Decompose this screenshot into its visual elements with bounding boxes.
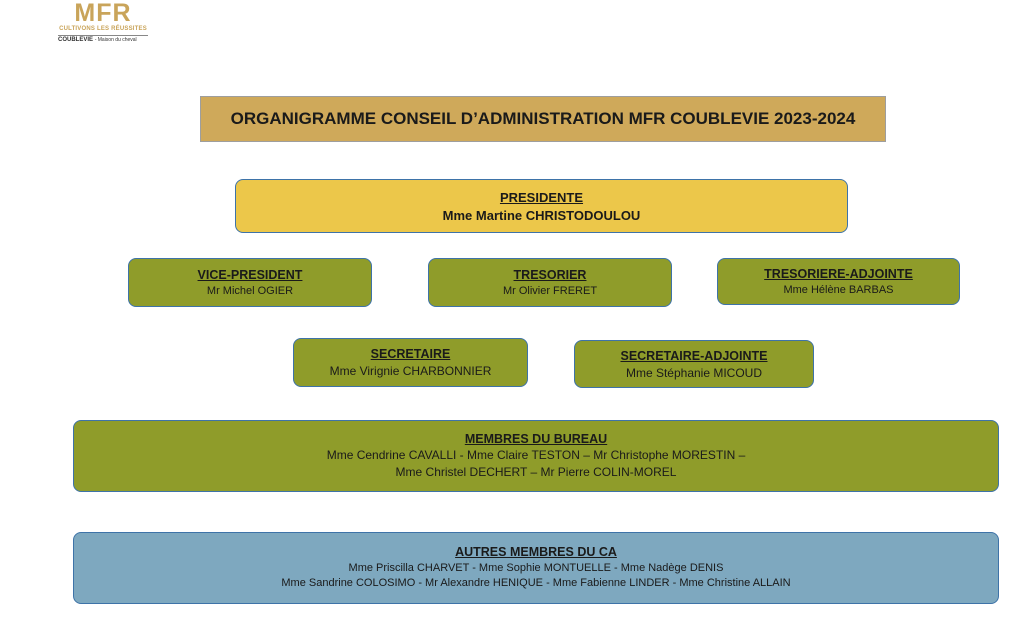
secretaire-adjointe-role: SECRETAIRE-ADJOINTE <box>620 348 768 363</box>
title-banner <box>200 96 886 142</box>
autres-members-line: Mme Priscilla CHARVET - Mme Sophie MONTUELLE - Mme Nadège DENIS <box>348 562 724 574</box>
autres-membres-role: AUTRES MEMBRES DU CA <box>455 545 617 559</box>
tresoriere-adjointe-box <box>717 258 960 305</box>
bureau-box <box>73 420 999 492</box>
secretaire-box <box>293 338 528 387</box>
bureau-members-line: Mme Cendrine CAVALLI - Mme Claire TESTON – Mr Christophe MORESTIN – <box>326 447 746 462</box>
tresoriere-adjointe-role: TRESORIERE-ADJOINTE <box>764 267 913 281</box>
tresorier-name: Mr Olivier FRERET <box>502 285 598 297</box>
president-box <box>235 179 848 233</box>
vice-president-name: Mr Michel OGIER <box>206 285 294 297</box>
president-role: PRESIDENTE <box>499 189 584 205</box>
logo-town: COUBLEVIE <box>58 37 94 43</box>
autres-members-line: Mme Sandrine COLOSIMO - Mr Alexandre HENIQUE - Mme Fabienne LINDER - Mme Christine ALLAIN <box>281 577 791 589</box>
vice-president-role: VICE-PRESIDENT <box>197 268 303 282</box>
tresoriere-adjointe-name: Mme Hélène BARBAS <box>783 284 894 296</box>
autres-membres-box <box>73 532 999 604</box>
logo-tagline: CULTIVONS LES RÉUSSITES <box>59 26 147 32</box>
mfr-logo <box>58 0 148 50</box>
secretaire-name: Mme Virignie CHARBONNIER <box>329 364 492 378</box>
vice-president-box <box>128 258 372 307</box>
bureau-members-line: Mme Christel DECHERT – Mr Pierre COLIN-MOREL <box>395 464 677 479</box>
logo-mark: MFR <box>74 0 132 27</box>
president-name: Mme Martine CHRISTODOULOU <box>442 207 641 223</box>
tresorier-role: TRESORIER <box>513 268 587 282</box>
bureau-role: MEMBRES DU BUREAU <box>464 431 608 446</box>
secretaire-adjointe-name: Mme Stéphanie MICOUD <box>625 365 763 380</box>
page-title: ORGANIGRAMME CONSEIL D’ADMINISTRATION MFR COUBLEVIE 2023-2024 <box>230 109 856 128</box>
logo-town-line <box>58 35 148 44</box>
tresorier-box <box>428 258 672 307</box>
secretaire-adjointe-box <box>574 340 814 388</box>
logo-subtitle: - Maison du cheval <box>94 37 137 43</box>
secretaire-role: SECRETAIRE <box>370 347 451 361</box>
